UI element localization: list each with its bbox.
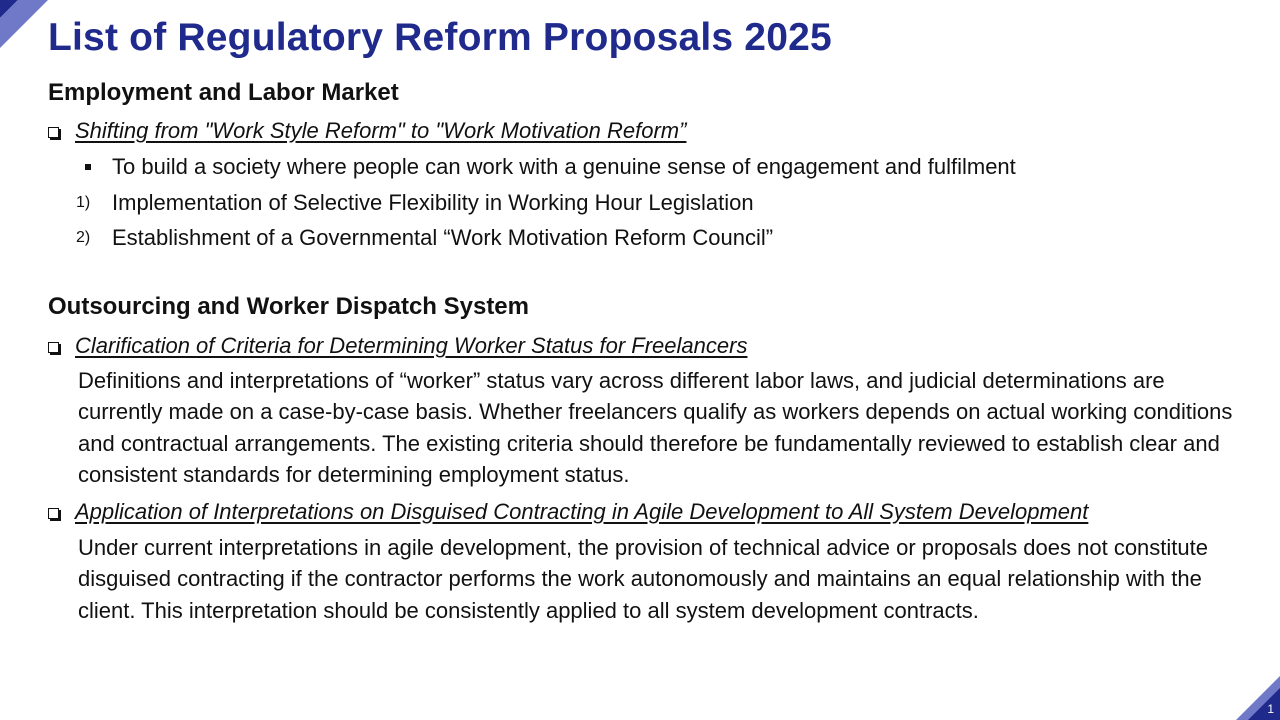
proposal-item bbox=[48, 118, 686, 144]
checkbox-bullet-icon bbox=[48, 127, 59, 138]
checkbox-bullet-icon bbox=[48, 342, 59, 353]
checkbox-bullet-icon bbox=[48, 508, 59, 519]
proposal-title: Shifting from "Work Style Reform" to "Work Motivation Reform” bbox=[75, 118, 687, 143]
numbered-item bbox=[76, 225, 773, 251]
proposal-item bbox=[48, 333, 747, 359]
numbered-text: Implementation of Selective Flexibility in Working Hour Legislation bbox=[112, 190, 754, 215]
proposal-title: Application of Interpretations on Disguised Contracting in Agile Development to All System Development bbox=[75, 499, 1089, 524]
corner-decoration-top-left bbox=[0, 0, 50, 50]
proposal-description: Definitions and interpretations of “worker” status vary across different labor laws, and judicial determinations are currently made on a case-by-case basis. Whether freelancers qualify as workers depends on actual working conditions and contractual arrangements. The existing criteria should therefore be fundamentally reviewed to establish clear and consistent standards for determining employment status. bbox=[78, 368, 1233, 488]
page-title: List of Regulatory Reform Proposals 2025 bbox=[48, 16, 832, 59]
item-number: 1) bbox=[76, 194, 91, 211]
proposal-description: Under current interpretations in agile development, the provision of technical advice or proposals does not constitute disguised contracting if the contractor performs the work autonomously and maintains an equal relationship with the client. This interpretation should be consistently applied to all system development contracts. bbox=[78, 535, 1208, 623]
numbered-text: Establishment of a Governmental “Work Motivation Reform Council” bbox=[112, 225, 774, 250]
bullet-text: To build a society where people can work with a genuine sense of engagement and fulfilment bbox=[112, 154, 1016, 179]
proposal-title: Clarification of Criteria for Determining Worker Status for Freelancers bbox=[75, 333, 748, 358]
item-number: 2) bbox=[76, 229, 91, 246]
numbered-item bbox=[76, 190, 754, 216]
page-number: 1 bbox=[1267, 702, 1274, 716]
section-heading-outsourcing: Outsourcing and Worker Dispatch System bbox=[48, 293, 529, 320]
proposal-item bbox=[48, 499, 1088, 525]
bullet-item bbox=[76, 154, 1016, 180]
square-bullet-icon bbox=[85, 164, 91, 170]
section-heading-employment: Employment and Labor Market bbox=[48, 79, 399, 106]
